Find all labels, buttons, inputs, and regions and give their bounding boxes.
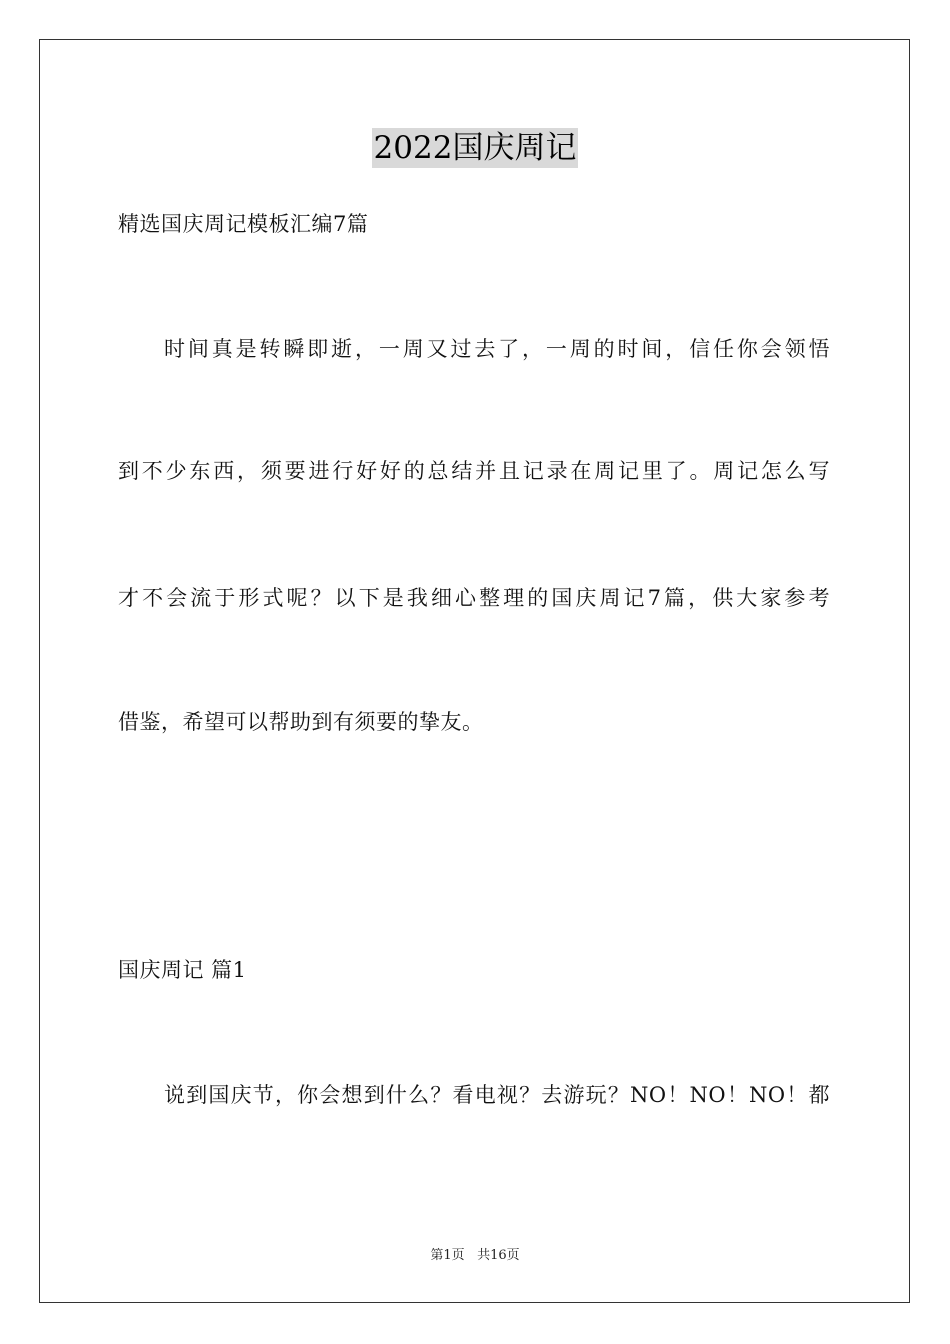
paragraph-line: 借鉴，希望可以帮助到有须要的挚友。 bbox=[118, 710, 484, 734]
page-footer bbox=[0, 1247, 950, 1265]
paragraph-line: 时间真是转瞬即逝，一周又过去了，一周的时间，信任你会领悟 bbox=[164, 337, 830, 361]
title-container bbox=[0, 128, 950, 168]
document-subtitle: 精选国庆周记模板汇编7篇 bbox=[118, 212, 369, 236]
paragraph-line: 到不少东西，须要进行好好的总结并且记录在周记里了。周记怎么写 bbox=[118, 459, 830, 483]
section-heading: 国庆周记 篇1 bbox=[118, 958, 247, 982]
page-number: 第1页 bbox=[430, 1248, 465, 1263]
page-total: 共16页 bbox=[477, 1248, 520, 1263]
paragraph-line: 说到国庆节，你会想到什么？看电视？去游玩？NO！NO！NO！都 bbox=[164, 1083, 830, 1107]
document-title: 2022国庆周记 bbox=[373, 130, 577, 166]
paragraph-line: 才不会流于形式呢？以下是我细心整理的国庆周记7篇，供大家参考 bbox=[118, 586, 830, 610]
